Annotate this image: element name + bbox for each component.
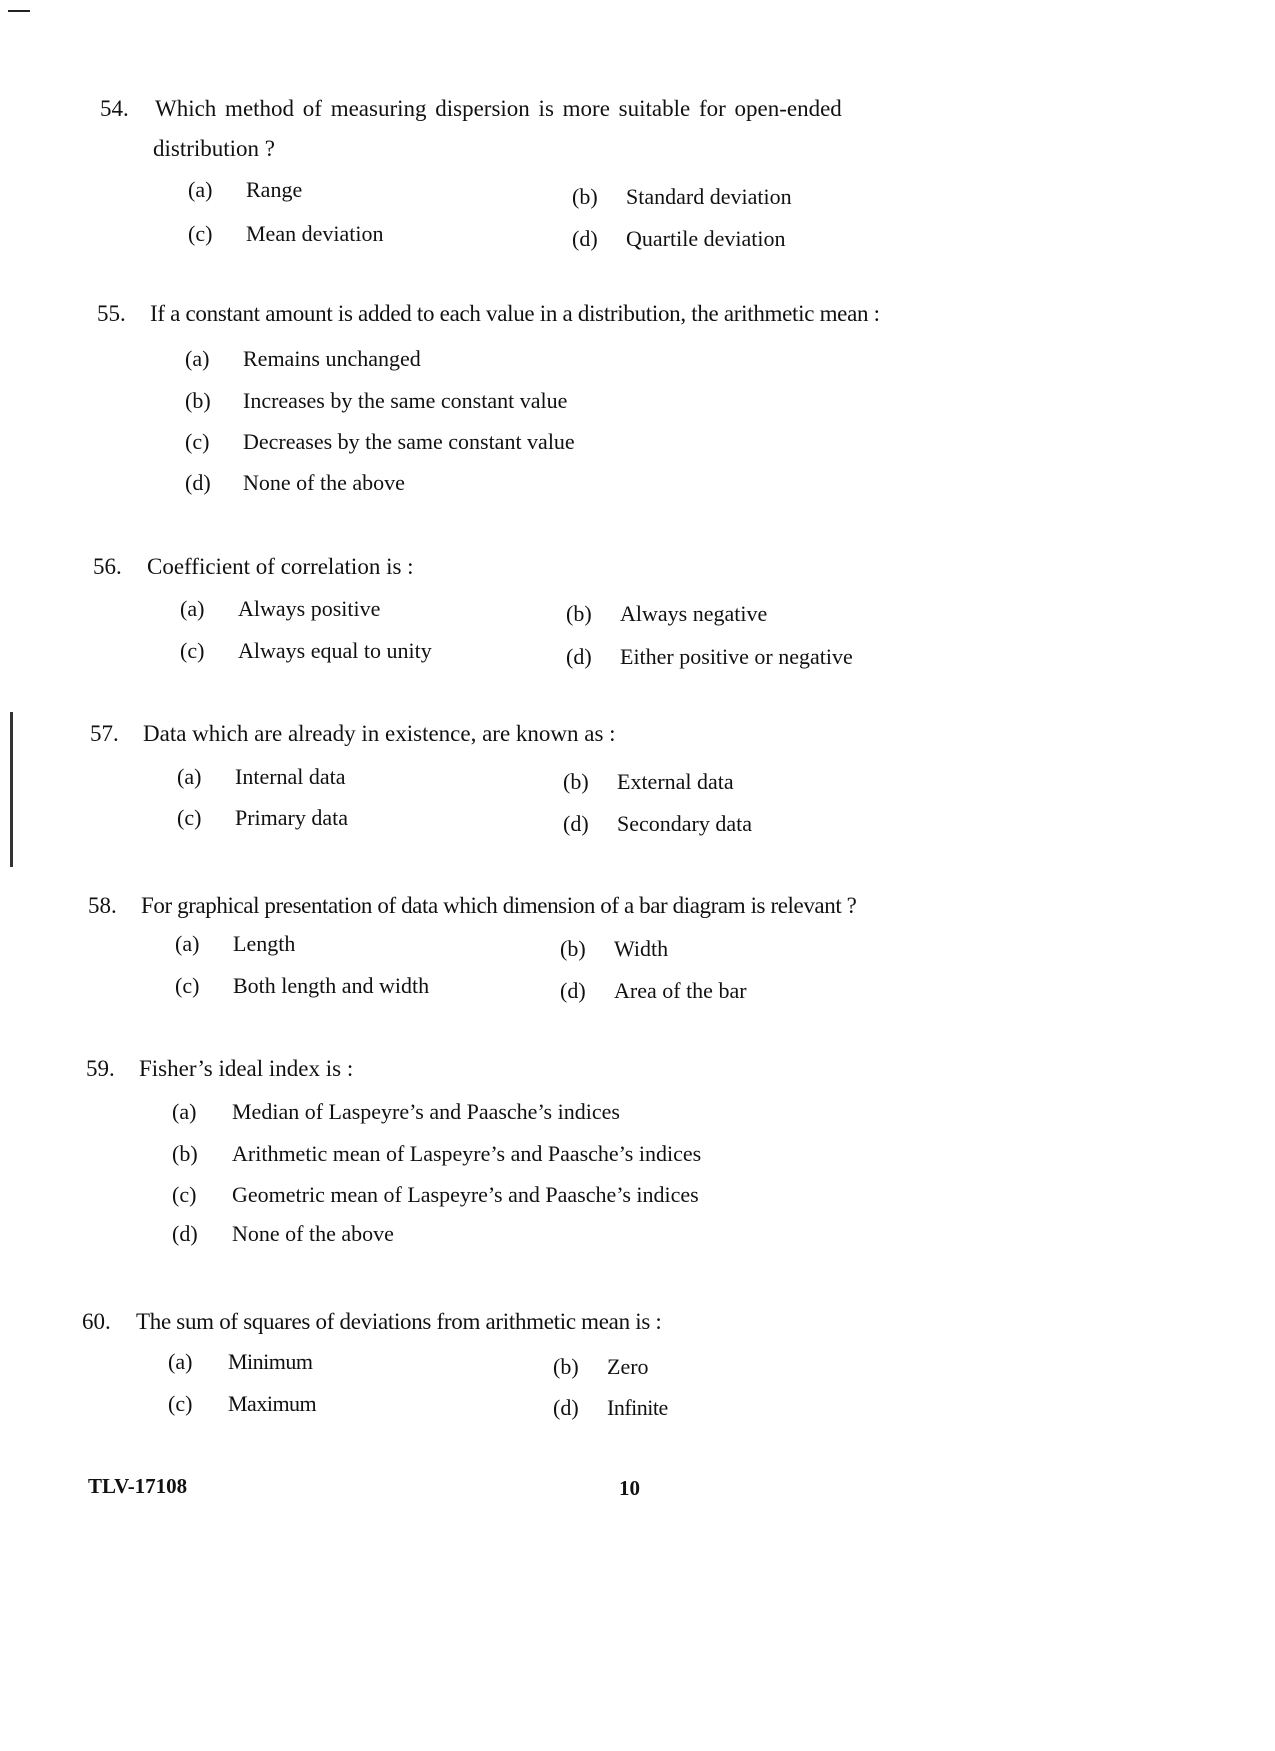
option-text: Always negative bbox=[620, 601, 768, 626]
option-text: Range bbox=[246, 177, 303, 202]
option-label: (a) bbox=[172, 1099, 197, 1124]
option-text: Both length and width bbox=[233, 973, 430, 998]
scan-mark-top-left bbox=[8, 10, 30, 12]
option-label: (d) bbox=[572, 226, 598, 251]
paper-code: TLV-17108 bbox=[88, 1474, 188, 1498]
question-number: 57. bbox=[90, 721, 119, 746]
question-text: Coefficient of correlation is : bbox=[147, 554, 414, 579]
option-text: Length bbox=[233, 931, 296, 956]
option-text: Arithmetic mean of Laspeyre’s and Paasche’s indices bbox=[232, 1141, 702, 1166]
option-text: Quartile deviation bbox=[626, 226, 786, 251]
option-label: (a) bbox=[175, 931, 200, 956]
option-label: (a) bbox=[185, 346, 210, 371]
option-label: (b) bbox=[172, 1141, 198, 1166]
option-text: Internal data bbox=[235, 764, 346, 789]
option-label: (a) bbox=[168, 1349, 193, 1374]
option-label: (d) bbox=[553, 1395, 579, 1420]
option-label: (c) bbox=[175, 973, 200, 998]
page-number: 10 bbox=[619, 1476, 640, 1500]
option-text: Decreases by the same constant value bbox=[243, 429, 575, 454]
option-text: Zero bbox=[607, 1354, 649, 1379]
option-label: (c) bbox=[168, 1391, 193, 1416]
option-label: (b) bbox=[563, 769, 589, 794]
option-label: (a) bbox=[177, 764, 202, 789]
question-text-continued: distribution ? bbox=[153, 136, 276, 161]
question-text: The sum of squares of deviations from arithmetic mean is : bbox=[136, 1309, 662, 1334]
scan-mark-left-edge bbox=[10, 712, 13, 867]
question-text: Which method of measuring dispersion is more suitable for open-ended bbox=[155, 96, 842, 121]
option-text: None of the above bbox=[243, 470, 405, 495]
option-text: Always equal to unity bbox=[238, 638, 432, 663]
option-text: Area of the bar bbox=[614, 978, 747, 1003]
question-number: 59. bbox=[86, 1056, 115, 1081]
question-number: 54. bbox=[100, 96, 129, 121]
option-label: (c) bbox=[185, 429, 210, 454]
question-number: 60. bbox=[82, 1309, 111, 1334]
option-label: (b) bbox=[566, 601, 592, 626]
option-label: (d) bbox=[185, 470, 211, 495]
option-label: (b) bbox=[560, 936, 586, 961]
option-text: Geometric mean of Laspeyre’s and Paasche’s indices bbox=[232, 1182, 699, 1207]
question-number: 55. bbox=[97, 301, 126, 326]
question-text: If a constant amount is added to each value in a distribution, the arithmetic mean : bbox=[150, 301, 880, 326]
option-label: (c) bbox=[180, 638, 205, 663]
option-text: Maximum bbox=[228, 1391, 317, 1416]
option-text: Infinite bbox=[607, 1395, 668, 1420]
option-label: (d) bbox=[563, 811, 589, 836]
question-text: Fisher’s ideal index is : bbox=[139, 1056, 354, 1081]
option-text: None of the above bbox=[232, 1221, 394, 1246]
question-text: Data which are already in existence, are known as : bbox=[143, 721, 616, 746]
option-text: Remains unchanged bbox=[243, 346, 421, 371]
option-label: (b) bbox=[185, 388, 211, 413]
option-label: (d) bbox=[560, 978, 586, 1003]
option-label: (c) bbox=[172, 1182, 197, 1207]
option-text: Median of Laspeyre’s and Paasche’s indices bbox=[232, 1099, 620, 1124]
option-label: (a) bbox=[188, 177, 213, 202]
option-label: (d) bbox=[172, 1221, 198, 1246]
option-text: Mean deviation bbox=[246, 221, 384, 246]
option-text: Minimum bbox=[228, 1349, 313, 1374]
option-label: (b) bbox=[553, 1354, 579, 1379]
option-text: Secondary data bbox=[617, 811, 752, 836]
option-text: Increases by the same constant value bbox=[243, 388, 568, 413]
option-label: (d) bbox=[566, 644, 592, 669]
option-label: (c) bbox=[177, 805, 202, 830]
option-label: (c) bbox=[188, 221, 213, 246]
question-number: 56. bbox=[93, 554, 122, 579]
option-label: (a) bbox=[180, 596, 205, 621]
option-text: Width bbox=[614, 936, 669, 961]
option-text: Standard deviation bbox=[626, 184, 792, 209]
question-text: For graphical presentation of data which dimension of a bar diagram is relevant ? bbox=[141, 893, 857, 918]
option-text: Always positive bbox=[238, 596, 381, 621]
option-text: Primary data bbox=[235, 805, 349, 830]
option-text: Either positive or negative bbox=[620, 644, 853, 669]
option-label: (b) bbox=[572, 184, 598, 209]
question-number: 58. bbox=[88, 893, 117, 918]
option-text: External data bbox=[617, 769, 734, 794]
